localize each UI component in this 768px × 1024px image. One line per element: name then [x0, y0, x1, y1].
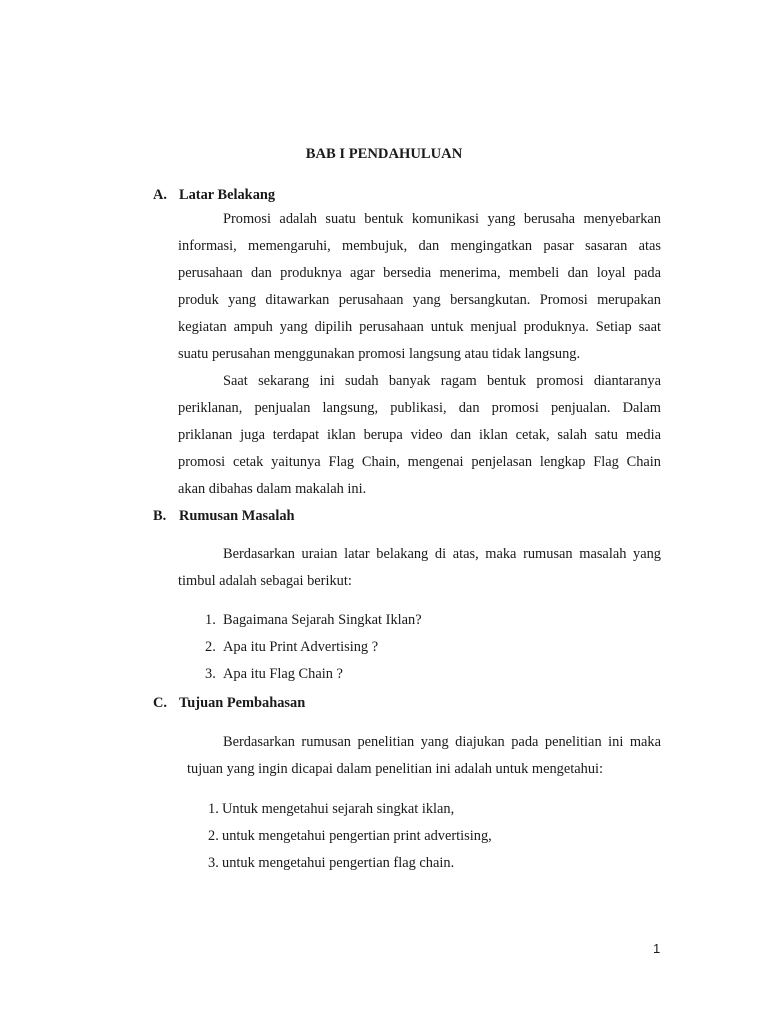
- list-text: Apa itu Flag Chain ?: [223, 666, 343, 682]
- section-a-heading: [153, 187, 275, 204]
- paragraph-line: priklanan juga terdapat iklan berupa video dan iklan cetak, salah satu media: [178, 427, 661, 443]
- list-item: [205, 661, 422, 688]
- paragraph-line: tujuan yang ingin dicapai dalam penelitian ini adalah untuk mengetahui:: [187, 761, 604, 777]
- section-b-title: Rumusan Masalah: [179, 508, 295, 524]
- list-item: [208, 823, 492, 850]
- list-number: 3.: [208, 855, 219, 871]
- paragraph-line: produk yang ditawarkan perusahaan yang bersangkutan. Promosi merupakan: [178, 292, 661, 308]
- list-text: Bagaimana Sejarah Singkat Iklan?: [223, 612, 422, 628]
- section-b-heading: [153, 508, 295, 525]
- paragraph-line: periklanan, penjualan langsung, publikasi, dan promosi penjualan. Dalam: [178, 400, 661, 416]
- section-c-label: C.: [153, 695, 167, 711]
- paragraph-line: Promosi adalah suatu bentuk komunikasi yang berusaha menyebarkan: [223, 211, 661, 227]
- paragraph-line: promosi cetak yaitunya Flag Chain, mengenai penjelasan lengkap Flag Chain: [178, 454, 661, 470]
- list-item: [205, 607, 422, 634]
- paragraph-line: perusahaan dan produknya agar bersedia menerima, membeli dan loyal pada: [178, 265, 661, 281]
- section-b-label: B.: [153, 508, 167, 524]
- objective-list: [208, 796, 492, 877]
- section-a-title: Latar Belakang: [179, 187, 276, 203]
- paragraph-line: Berdasarkan rumusan penelitian yang diajukan pada penelitian ini maka: [223, 734, 661, 750]
- list-item: [208, 796, 492, 823]
- list-number: 2.: [205, 639, 216, 655]
- page-title: BAB I PENDAHULUAN: [305, 146, 463, 162]
- list-number: 3.: [205, 666, 216, 682]
- section-a-paragraph-2: [178, 368, 661, 503]
- section-a-label: A.: [153, 187, 167, 203]
- paragraph-line: kegiatan ampuh yang dipilih perusahaan untuk menjual produknya. Setiap saat: [178, 319, 661, 335]
- list-item: [208, 850, 492, 877]
- list-number: 1.: [208, 801, 219, 817]
- section-c-heading: [153, 695, 305, 712]
- paragraph-line: informasi, memengaruhi, membujuk, dan mengingatkan pasar sasaran atas: [178, 238, 661, 254]
- section-c-title: Tujuan Pembahasan: [179, 695, 306, 711]
- list-text: Untuk mengetahui sejarah singkat iklan,: [222, 801, 455, 817]
- section-b-paragraph: [178, 541, 661, 595]
- list-text: untuk mengetahui pengertian print advertising,: [222, 828, 492, 844]
- paragraph-line: timbul adalah sebagai berikut:: [178, 573, 352, 589]
- section-a-paragraph-1: [178, 206, 661, 368]
- paragraph-line: suatu perusahan menggunakan promosi langsung atau tidak langsung.: [178, 346, 581, 362]
- list-text: Apa itu Print Advertising ?: [223, 639, 379, 655]
- paragraph-line: akan dibahas dalam makalah ini.: [178, 481, 367, 497]
- list-item: [205, 634, 422, 661]
- list-text: untuk mengetahui pengertian flag chain.: [222, 855, 455, 871]
- page-number: 1: [653, 941, 661, 956]
- list-number: 1.: [205, 612, 216, 628]
- paragraph-line: Berdasarkan uraian latar belakang di atas, maka rumusan masalah yang: [223, 546, 661, 562]
- paragraph-line: Saat sekarang ini sudah banyak ragam bentuk promosi diantaranya: [223, 373, 661, 389]
- section-c-paragraph: [185, 729, 661, 783]
- list-number: 2.: [208, 828, 219, 844]
- problem-list: [205, 607, 422, 688]
